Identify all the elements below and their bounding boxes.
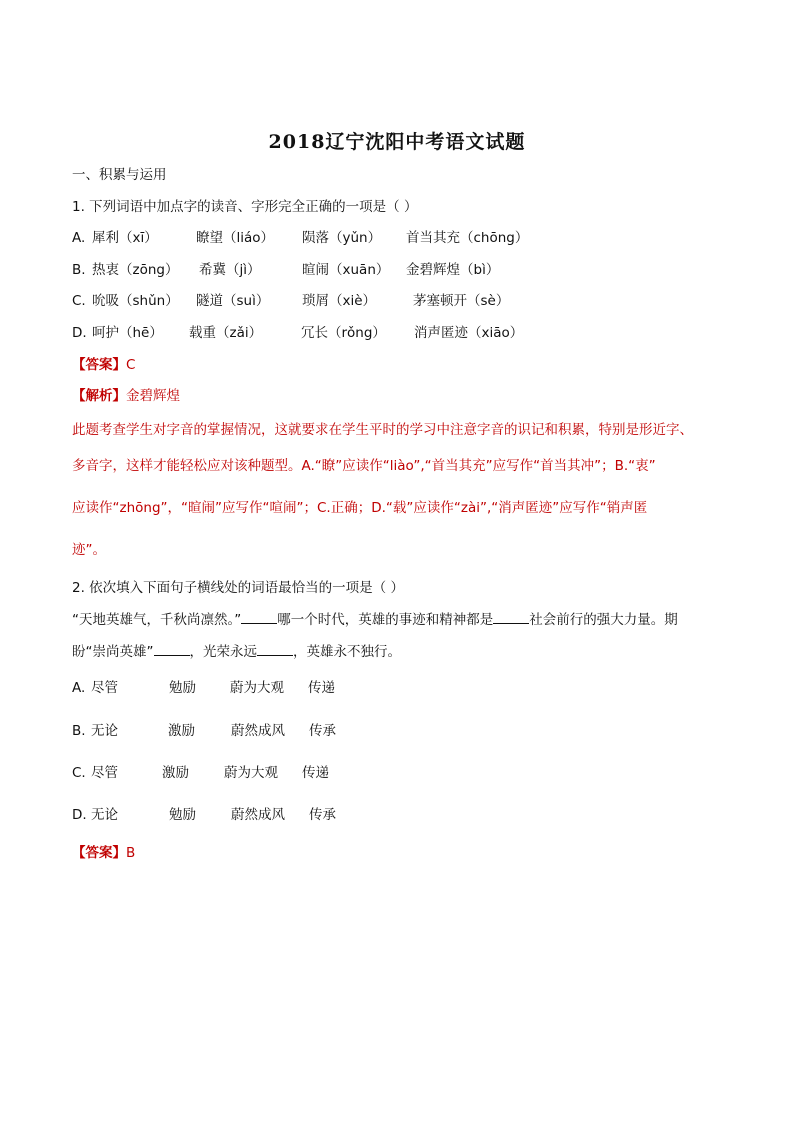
answer-label: 【答案】 [72, 845, 126, 861]
option-item: 无论 [91, 723, 118, 739]
option-item: 传承 [309, 723, 336, 739]
option-item: 茅塞顿开（sè） [413, 293, 510, 309]
analysis-label: 【解析】 [72, 388, 126, 404]
option-item: 激励 [168, 723, 195, 739]
fill-blank [493, 610, 529, 624]
option-item: 尽管 [91, 765, 118, 781]
passage-text: ，光荣永远 [189, 644, 257, 660]
option-letter: B. [72, 723, 86, 739]
q2-answer [72, 844, 135, 862]
option-item: 冗长（rǒng） [301, 325, 386, 341]
option-item: 载重（zǎi） [189, 325, 263, 341]
option-item: 暄闹（xuān） [302, 262, 390, 278]
passage-text: 盼“崇尚英雄” [72, 644, 154, 660]
analysis-line: 迹”。 [72, 542, 106, 558]
option-item: 首当其充（chōng） [406, 230, 529, 246]
option-letter: D. [72, 807, 87, 823]
option-item: 陨落（yǔn） [302, 230, 382, 246]
option-item: 尽管 [91, 680, 118, 696]
option-item: 无论 [91, 807, 118, 823]
option-letter: B. [72, 262, 86, 278]
analysis-line: 此题考查学生对字音的掌握情况，这就要求在学生平时的学习中注意字音的识记和积累，特别是形近字、 [72, 422, 693, 438]
option-item: 蔚为大观 [224, 765, 278, 781]
option-item: 热衷（zōng） [92, 262, 179, 278]
q2-passage-line-1 [72, 610, 678, 629]
option-letter: D. [72, 325, 87, 341]
option-letter: C. [72, 765, 86, 781]
option-item: 传递 [308, 680, 335, 696]
passage-text: 社会前行的强大力量。期 [529, 612, 678, 628]
option-item: 琐屑（xiè） [302, 293, 377, 309]
option-item: 蔚然成风 [231, 723, 285, 739]
fill-blank [257, 642, 293, 656]
answer-label: 【答案】 [72, 357, 126, 373]
option-item: 传承 [309, 807, 336, 823]
section-heading: 一、积累与运用 [72, 167, 167, 183]
option-item: 蔚然成风 [231, 807, 285, 823]
option-letter: C. [72, 293, 86, 309]
answer-value: B [126, 845, 136, 861]
option-item: 犀利（xī） [92, 230, 158, 246]
option-item: 蔚为大观 [230, 680, 284, 696]
option-item: 勉励 [169, 680, 196, 696]
q1-stem: 1. 下列词语中加点字的读音、字形完全正确的一项是（ ） [72, 199, 418, 215]
option-item: 消声匿迹（xiāo） [414, 325, 524, 341]
option-item: 呵护（hē） [92, 325, 163, 341]
option-item: 传递 [302, 765, 329, 781]
option-item: 吮吸（shǔn） [92, 293, 179, 309]
analysis-title: 金碧辉煌 [126, 388, 180, 404]
option-letter: A. [72, 680, 86, 696]
option-item: 金碧辉煌（bì） [406, 262, 500, 278]
passage-text: ，英雄永不独行。 [293, 644, 401, 660]
option-item: 激励 [162, 765, 189, 781]
analysis-line: 应读作“zhōng”，“暄闹”应写作“喧闹”；C.正确；D.“载”应读作“zài”,“消声匿迹”应写作“销声匿 [72, 500, 648, 516]
fill-blank [241, 610, 277, 624]
q2-passage-line-2 [72, 642, 401, 661]
analysis-line: 多音字，这样才能轻松应对该种题型。A.“瞭”应读作“liào”,“首当其充”应写作“首当其冲”；B.“衷” [72, 458, 656, 474]
option-letter: A. [72, 230, 86, 246]
option-item: 希冀（jì） [199, 262, 261, 278]
option-item: 勉励 [169, 807, 196, 823]
page-title: 2018辽宁沈阳中考语文试题 [268, 131, 526, 153]
q1-answer [72, 356, 135, 374]
fill-blank [154, 642, 190, 656]
passage-text: 哪一个时代，英雄的事迹和精神都是 [277, 612, 494, 628]
q2-stem: 2. 依次填入下面句子横线处的词语最恰当的一项是（ ） [72, 580, 404, 596]
q1-analysis-heading [72, 387, 180, 405]
option-item: 瞭望（liáo） [196, 230, 275, 246]
answer-value: C [126, 357, 136, 373]
option-item: 隧道（suì） [196, 293, 270, 309]
passage-text: “天地英雄气，千秋尚凛然。” [72, 612, 242, 628]
